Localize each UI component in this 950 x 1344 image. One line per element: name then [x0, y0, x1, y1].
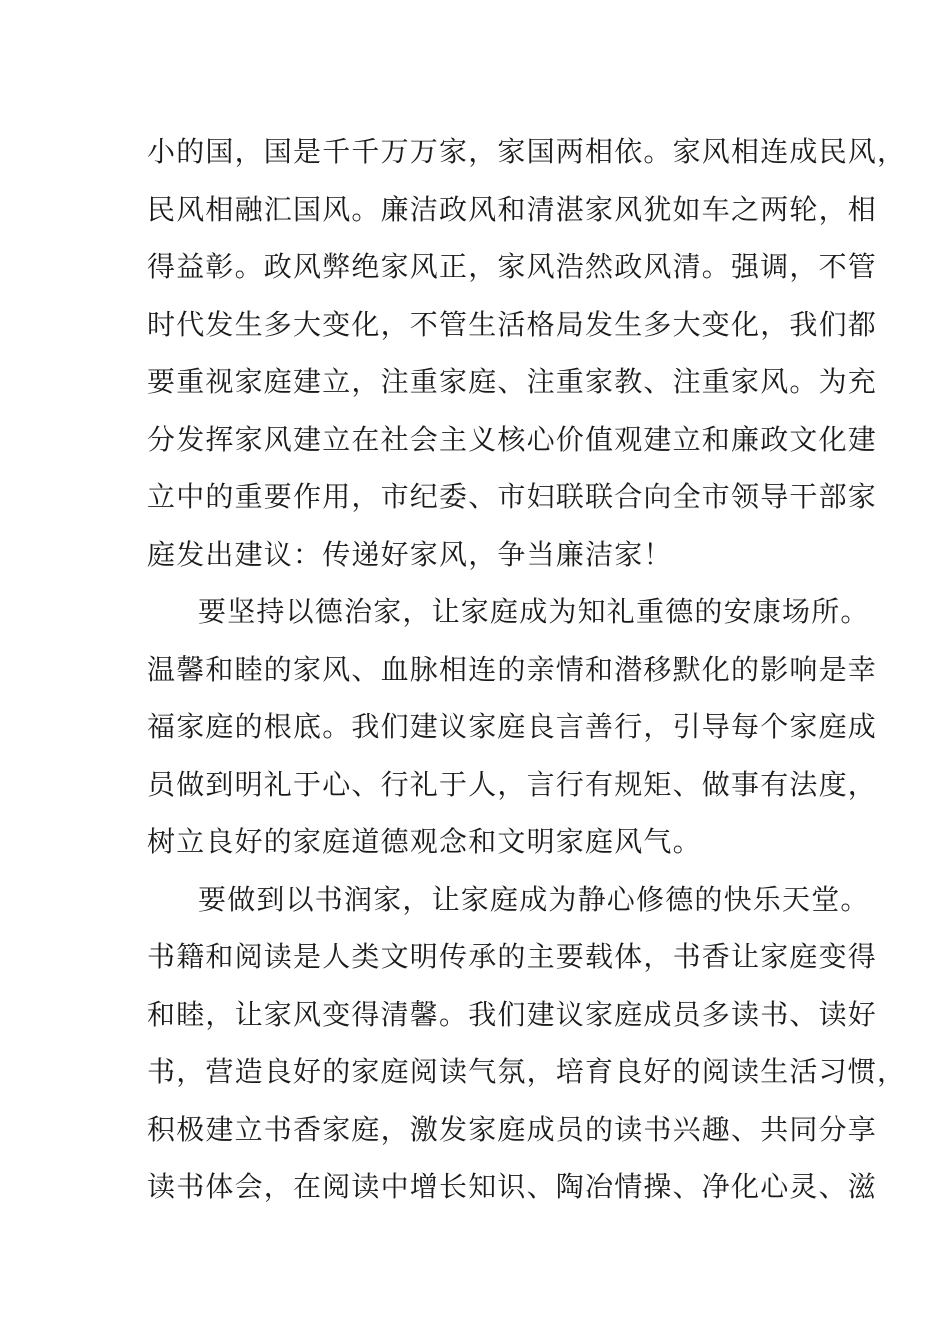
- text-line: 小的国，国是千千万万家，家国两相依。家风相连成民风，: [147, 135, 907, 168]
- text-line: 员做到明礼于心、行礼于人，言行有规矩、做事有法度，: [147, 768, 878, 801]
- paragraph-first-line: 要坚持以德治家，让家庭成为知礼重德的安康场所。: [198, 595, 870, 628]
- text-line: 福家庭的根底。我们建议家庭良言善行，引导每个家庭成: [147, 710, 878, 743]
- paragraph-first-line: 要做到以书润家，让家庭成为静心修德的快乐天堂。: [198, 883, 870, 916]
- text-line: 立中的重要作用，市纪委、市妇联联合向全市领导干部家: [147, 480, 878, 513]
- text-line: 时代发生多大变化，不管生活格局发生多大变化，我们都: [147, 308, 878, 341]
- text-line: 庭发出建议：传递好家风，争当廉洁家！: [147, 538, 673, 571]
- text-line: 分发挥家风建立在社会主义核心价值观建立和廉政文化建: [147, 423, 878, 456]
- text-line: 民风相融汇国风。廉洁政风和清湛家风犹如车之两轮，相: [147, 193, 878, 226]
- text-line: 要重视家庭建立，注重家庭、注重家教、注重家风。为充: [147, 365, 878, 398]
- text-line: 积极建立书香家庭，激发家庭成员的读书兴趣、共同分享: [147, 1113, 878, 1146]
- text-line: 得益彰。政风弊绝家风正，家风浩然政风清。强调，不管: [147, 250, 878, 283]
- text-line: 温馨和睦的家风、血脉相连的亲情和潜移默化的影响是幸: [147, 653, 878, 686]
- text-line: 书，营造良好的家庭阅读气氛，培育良好的阅读生活习惯，: [147, 1055, 907, 1088]
- text-line: 书籍和阅读是人类文明传承的主要载体，书香让家庭变得: [147, 940, 878, 973]
- text-line: 读书体会，在阅读中增长知识、陶冶情操、净化心灵、滋: [147, 1170, 878, 1203]
- text-line: 和睦，让家风变得清馨。我们建议家庭成员多读书、读好: [147, 998, 878, 1031]
- text-line: 树立良好的家庭道德观念和文明家庭风气。: [147, 825, 702, 858]
